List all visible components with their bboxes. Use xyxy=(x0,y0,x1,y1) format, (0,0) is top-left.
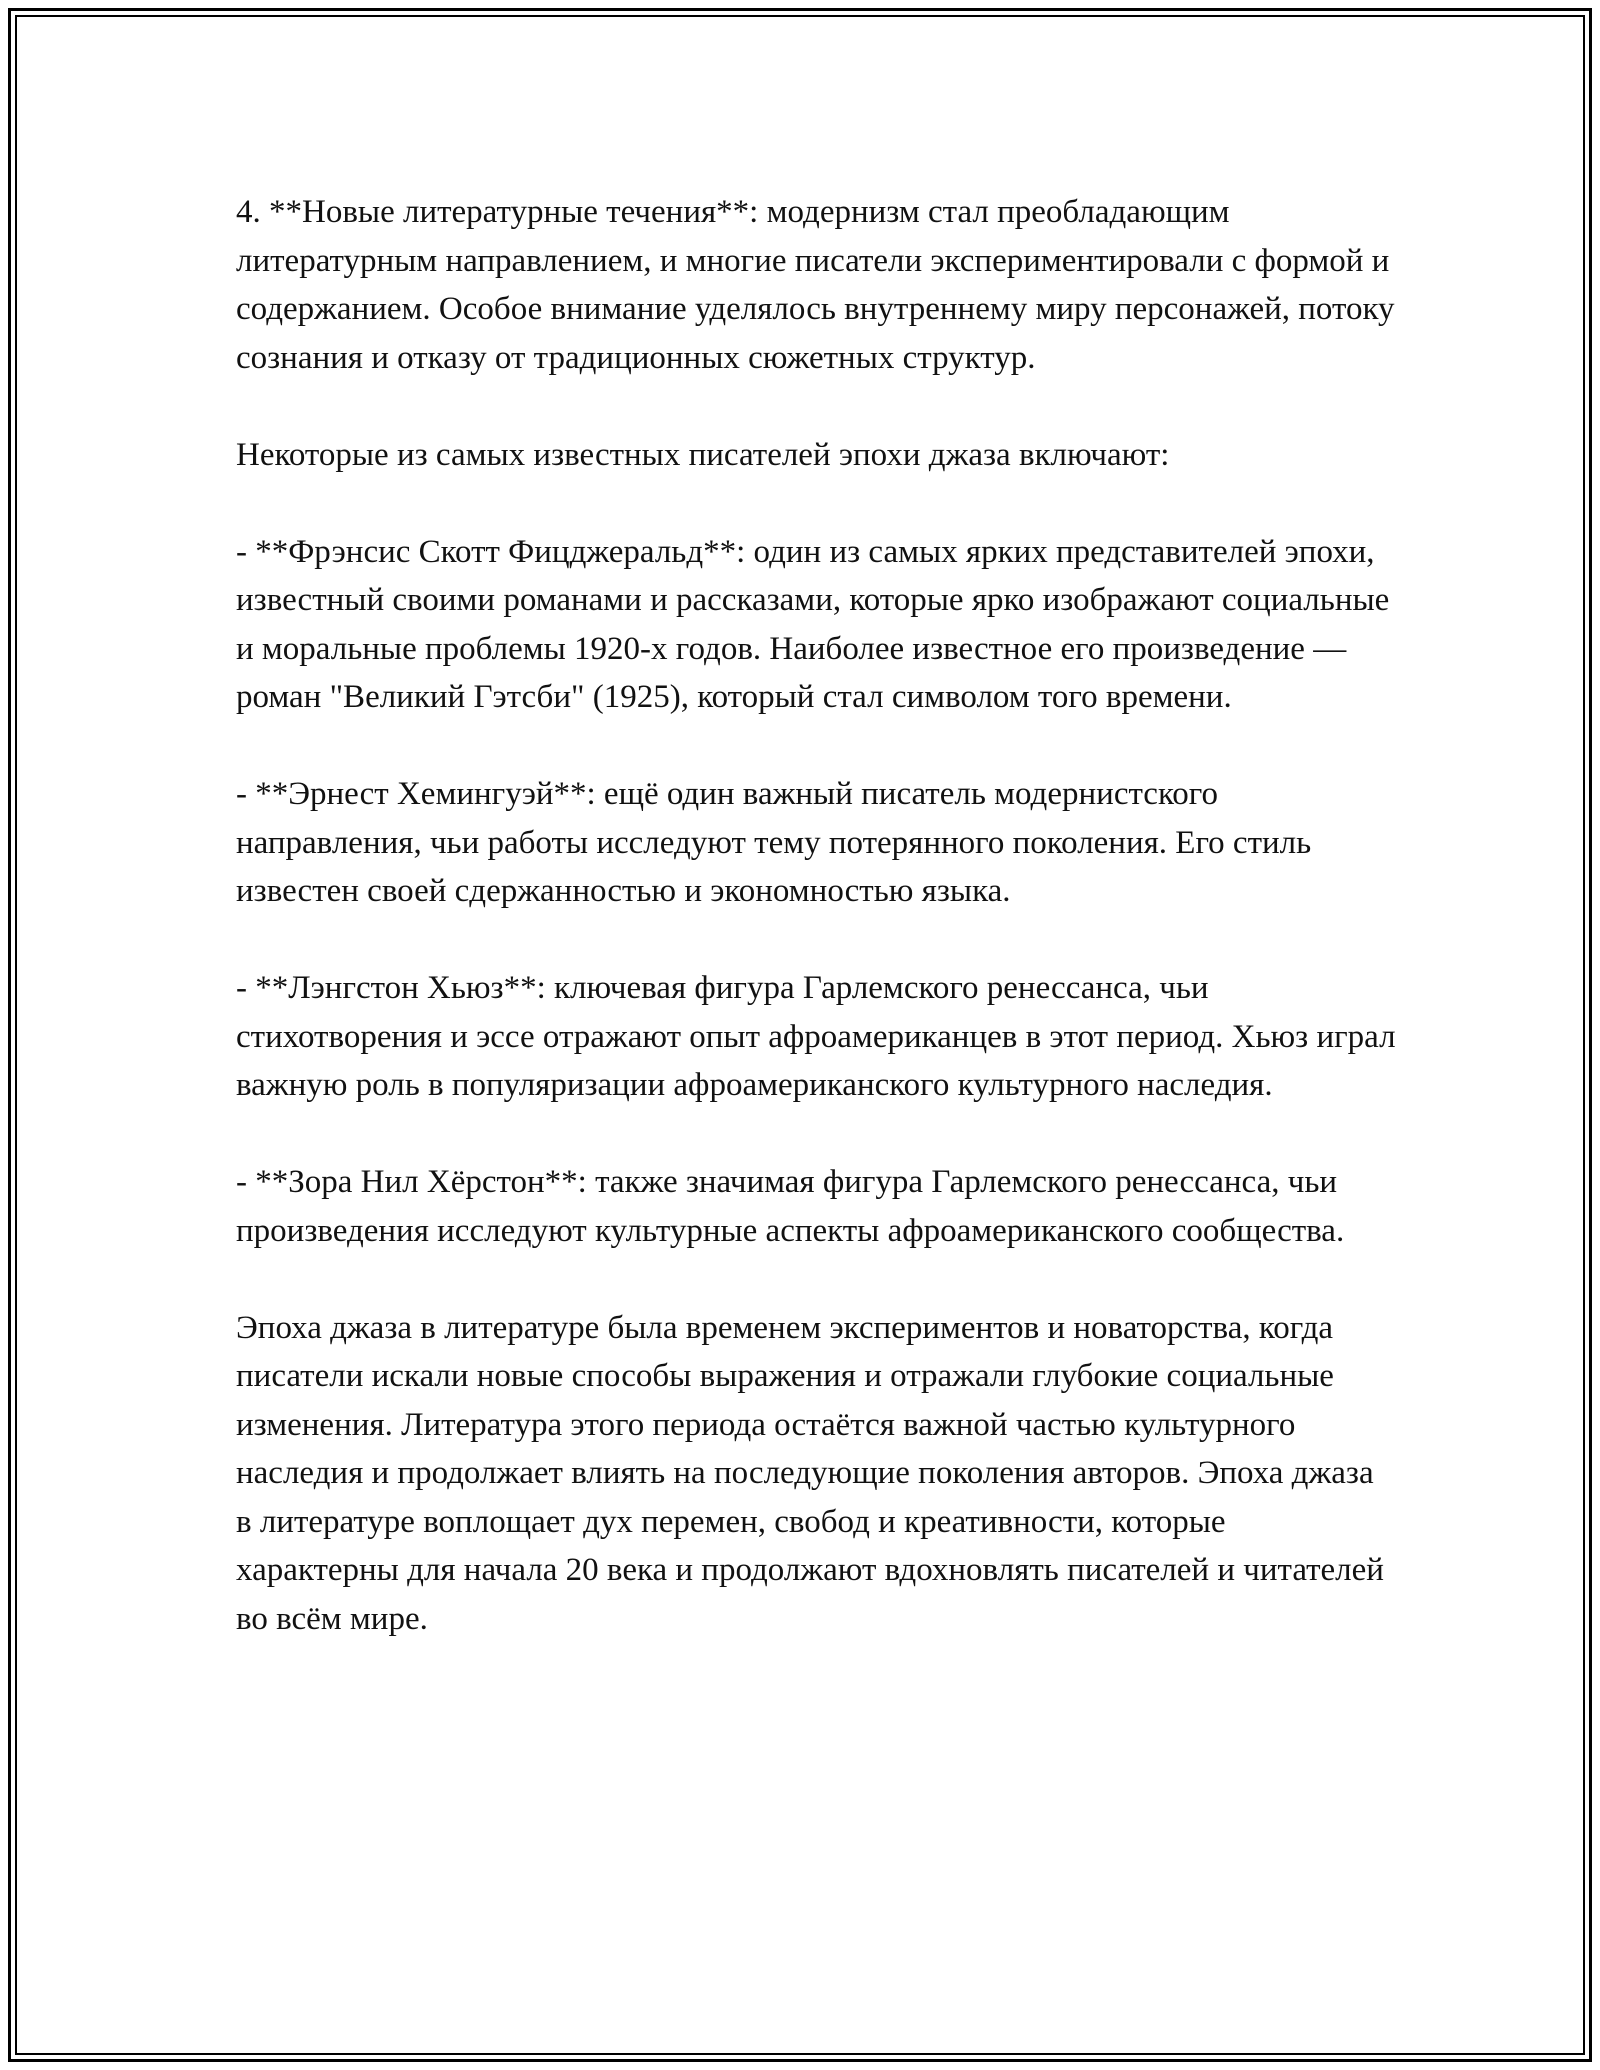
paragraph-hurston: - **Зора Нил Хёрстон**: также значимая фигура Гарлемского ренессанса, чьи произведения исследуют культурные аспекты афроамериканского сообщества. xyxy=(236,1164,1345,1249)
paragraph-hughes: - **Лэнгстон Хьюз**: ключевая фигура Гарлемского ренессанса, чьи стихотворения и эссе отражают опыт афроамериканцев в этот период. Хьюз играл важную роль в популяризации афроамериканского культурного наследия. xyxy=(236,970,1396,1103)
paragraph-writers-intro: Некоторые из самых известных писателей эпохи джаза включают: xyxy=(236,436,1170,473)
paragraph-new-literary-movements: 4. **Новые литературные течения**: модернизм стал преобладающим литературным направлением, и многие писатели экспериментировали с формой и содержанием. Особое внимание уделялось внутреннему миру персонажей, потоку сознания и отказу от традиционных сюжетных структур. xyxy=(236,194,1395,376)
paragraph-fitzgerald: - **Фрэнсис Скотт Фицджеральд**: один из самых ярких представителей эпохи, известный своими романами и рассказами, которые ярко изображают социальные и моральные проблемы 1920-х годов. Наиболее известное его произведение — роман "Великий Гэтсби" (1925), который стал символом того времени. xyxy=(236,533,1390,715)
document-body xyxy=(236,188,1396,1643)
paragraph-hemingway: - **Эрнест Хемингуэй**: ещё один важный писатель модернистского направления, чьи работы исследуют тему потерянного поколения. Его стиль известен своей сдержанностью и экономностью языка. xyxy=(236,776,1312,909)
paragraph-conclusion: Эпоха джаза в литературе была временем экспериментов и новаторства, когда писатели искали новые способы выражения и отражали глубокие социальные изменения. Литература этого периода остаётся важной частью культурного наследия и продолжает влиять на последующие поколения авторов. Эпоха джаза в литературе воплощает дух перемен, свобод и креативности, которые характерны для начала 20 века и продолжают вдохновлять писателей и читателей во всём мире. xyxy=(236,1309,1384,1637)
